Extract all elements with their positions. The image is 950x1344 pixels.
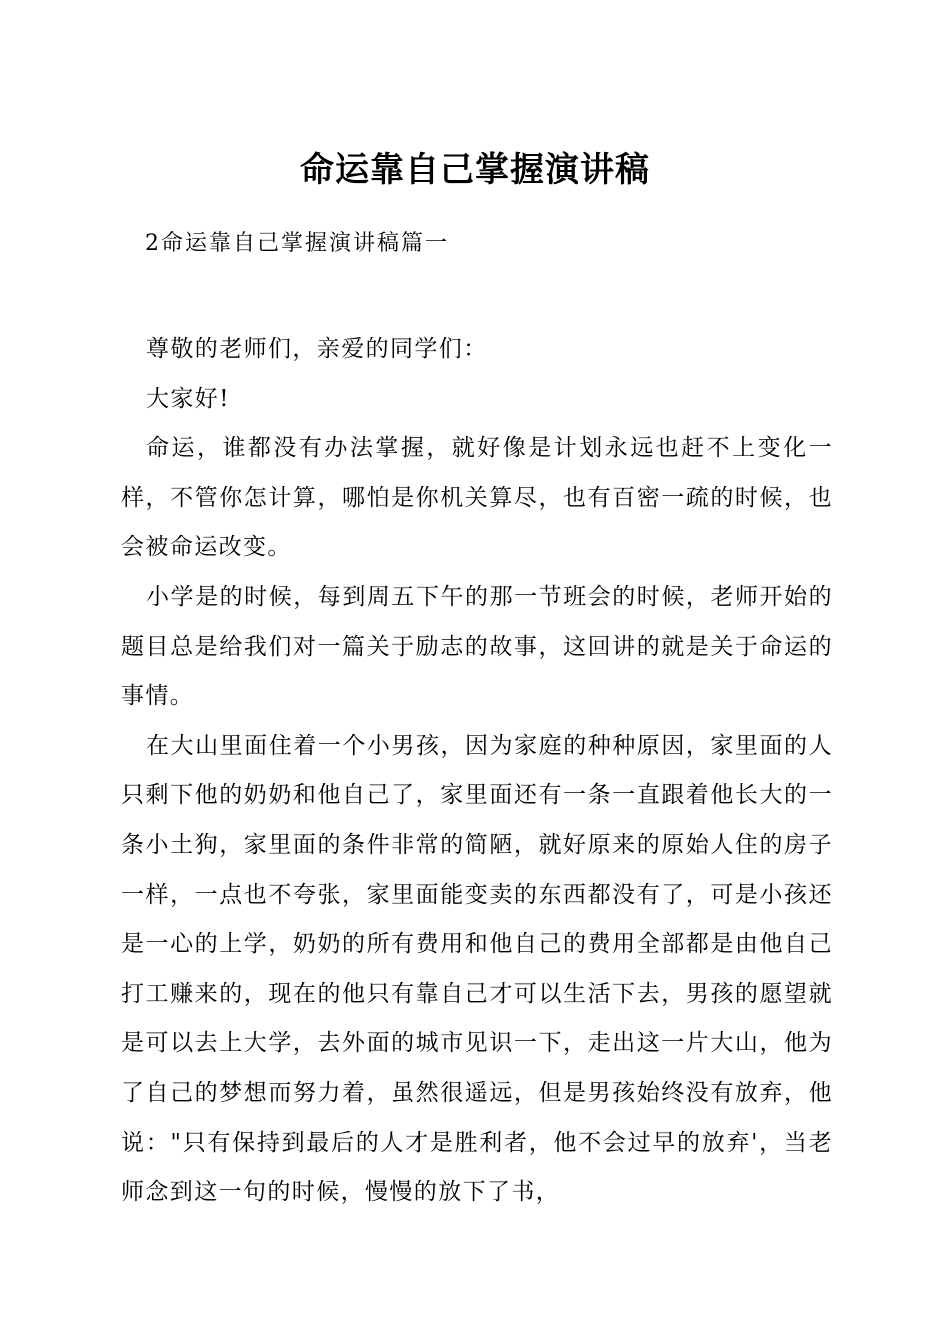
paragraph: 命运，谁都没有办法掌握，就好像是计划永远也赶不上变化一样，不管你怎计算，哪怕是你机关算尽，也有百密一疏的时候，也会被命运改变。 [121, 435, 833, 561]
paragraph: 在大山里面住着一个小男孩，因为家庭的种种原因，家里面的人只剩下他的奶奶和他自己了，家里面还有一条一直跟着他长大的一条小土狗，家里面的条件非常的简陋，就好原来的原始人住的房子一样，一点也不夸张，家里面能变卖的东西都没有了，可是小孩还是一心的上学，奶奶的所有费用和他自己的费用全部都是由他自己打工赚来的，现在的他只有靠自己才可以生活下去，男孩的愿望就是可以去上大学，去外面的城市见识一下，走出这一片大山，他为了自己的梦想而努力着，虽然很遥远，但是男孩始终没有放弃，他说："只有保持到最后的人才是胜利者，他不会过早的放弃'，当老师念到这一句的时候，慢慢的放下了书， [121, 732, 833, 1206]
paragraph: 小学是的时候，每到周五下午的那一节班会的时候，老师开始的题目总是给我们对一篇关于励志的故事，这回讲的就是关于命运的事情。 [121, 583, 833, 710]
section-heading: 2命运靠自己掌握演讲稿篇一 [145, 231, 449, 256]
body-text [121, 325, 833, 1218]
paragraph-greeting: 尊敬的老师们，亲爱的同学们： [146, 336, 488, 362]
paragraph-hello: 大家好! [146, 385, 230, 412]
page-title: 命运靠自己掌握演讲稿 [300, 150, 650, 190]
